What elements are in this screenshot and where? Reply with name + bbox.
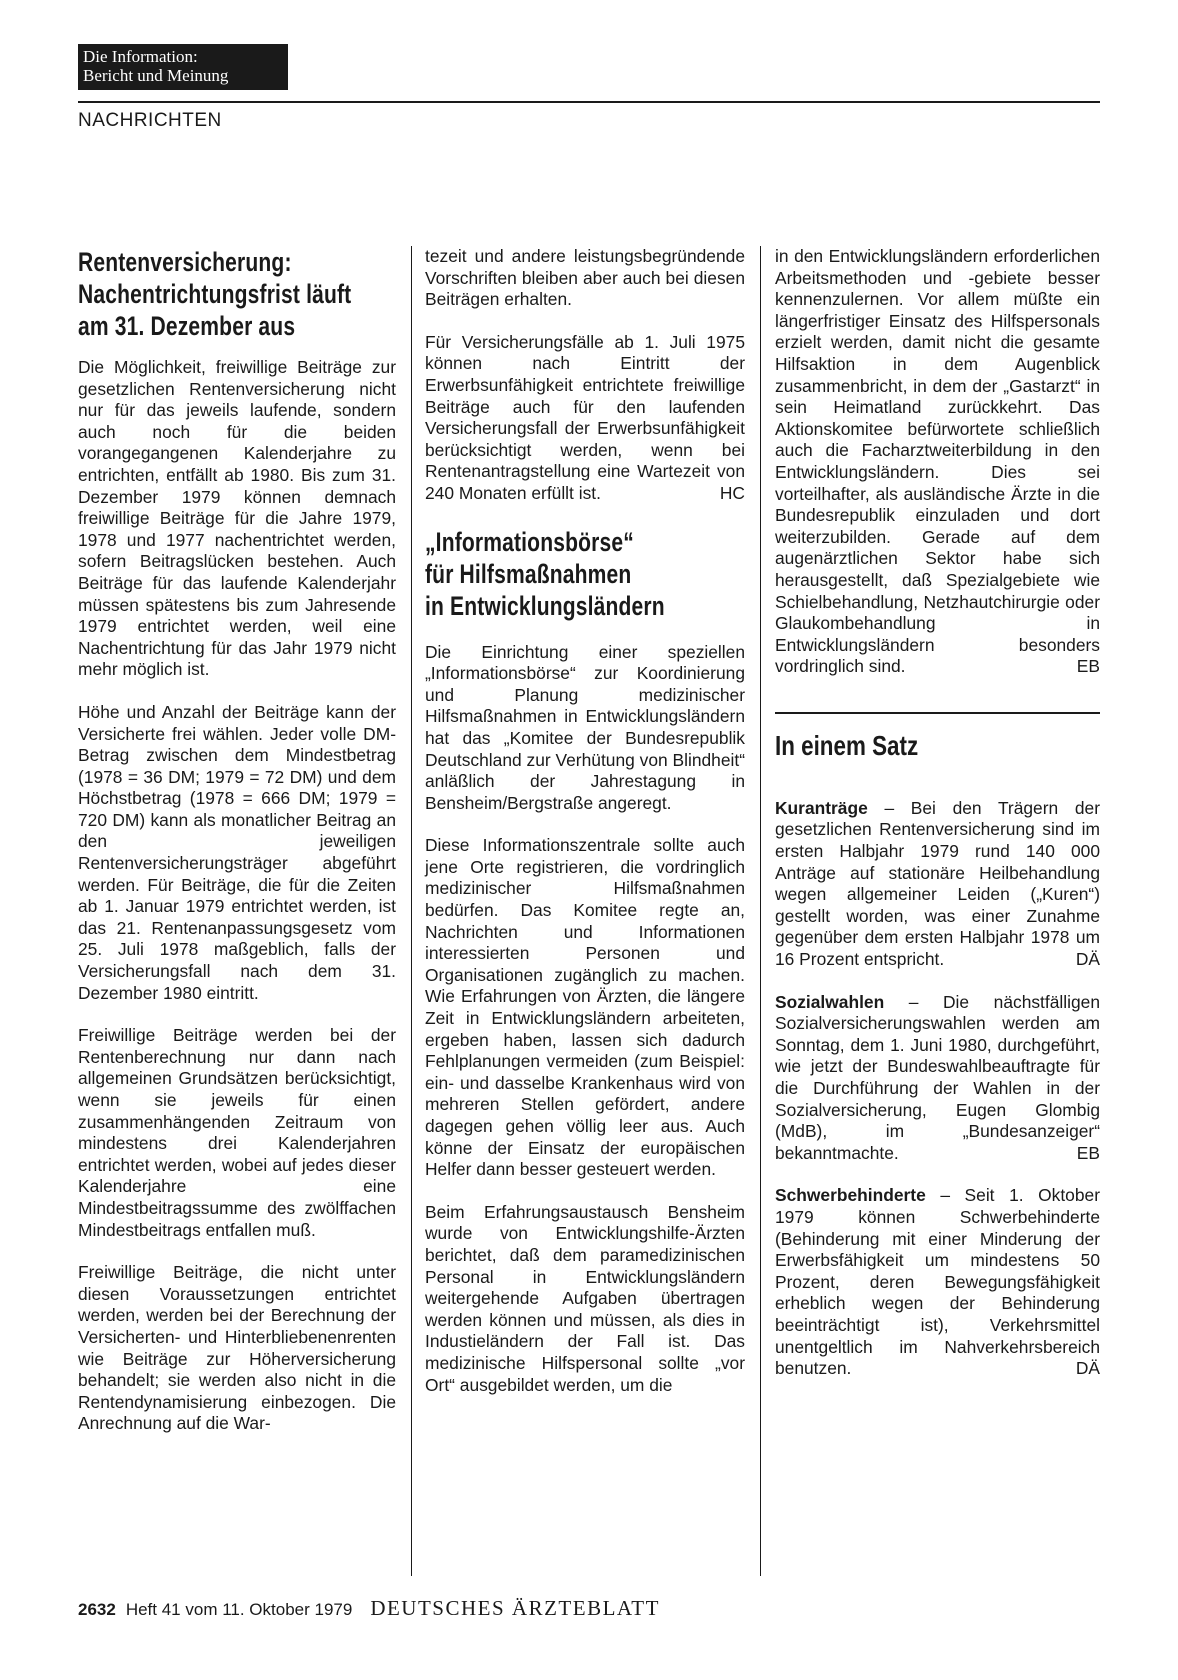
- article-1-paragraph: Höhe und Anzahl der Beiträge kann der Versicherte frei wählen. Jeder volle DM-Betrag zwischen dem Mindestbetrag (1978 = 36 DM; 1979 = 72 DM) und dem Höchstbetrag (1978 = 666 DM; 1979 = 720 DM) kann als monatlicher Beitrag an den jeweiligen Rentenversicherungsträger abgeführt werden. Für Beiträge, die für die Zeiten ab 1. Januar 1979 entrichtet werden, ist das 21. Rentenanpassungsgesetz vom 25. Juli 1978 maßgeblich, falls der Versicherungsfall nach dem 31. Dezember 1980 eintritt.: [78, 701, 396, 1003]
- headline-line: für Hilfsmaßnahmen: [425, 558, 632, 589]
- satz-item: [775, 798, 1100, 971]
- satz-item-text: – Die nächstfälligen Sozialversicherungswahlen werden am Sonntag, dem 1. Juni 1980, durchgeführt, wie jetzt der Bundeswahlbeauftragte für die Durchführung der Wahlen in der Sozialversicherung, Eugen Glombig (MdB), im „Bundesanzeiger“ bekanntmachte.: [775, 991, 1100, 1163]
- satz-item: [775, 1185, 1100, 1379]
- author-signature: EB: [1076, 656, 1100, 677]
- article-1-paragraph-last: [425, 332, 745, 505]
- article-2-paragraph: Beim Erfahrungsaustausch Bensheim wurde von Entwicklungshilfe-Ärzten berichtet, daß dem paramedizinischen Personal in Entwicklungsländern weitergehende Aufgaben übertragen werden können und müssen, als dies in Industieländern der Fall ist. Das medizinische Hilfspersonal sollte „vor Ort“ ausgebildet werden, um die: [425, 1201, 745, 1395]
- author-signature: HC: [719, 482, 745, 503]
- column-1: [78, 246, 396, 1583]
- headline-line: in Entwicklungsländern: [425, 590, 665, 621]
- paragraph-text: in den Entwicklungsländern erforderlichen Arbeitsmethoden und -gebiete besser kennenzulernen. Vor allem müßte ein längerfristiger Einsatz des Hilfspersonals erzielt werden, damit nicht die gesamte Hilfsaktion in dem Augenblick zusammenbricht, in dem der „Gastarzt“ in sein Heimatland zurückkehrt. Das Aktionskomitee befürwortete schließlich auch die Facharztweiterbildung in den Entwicklungsländern. Dies sei vorteilhafter, als ausländische Ärzte in die Bundesrepublik einzuladen und dort weiterzubilden. Gerade auf dem augenärztlichen Sektor habe sich herausgestellt, daß Spezialgebiete wie Schielbehandlung, Netzhautchirurgie oder Glaukombehandlung in Entwicklungsländern besonders vordringlich sind.: [775, 246, 1100, 677]
- headline-line: „Informationsbörse“: [425, 526, 634, 557]
- journal-name: DEUTSCHES ÄRZTEBLATT: [370, 1596, 660, 1620]
- column-2: [425, 246, 745, 1417]
- article-1-paragraph: Freiwillige Beiträge werden bei der Rentenberechnung nur dann nach allgemeinen Grundsätzen berücksichtigt, wenn sie jeweils für einen zusammenhängenden Zeitraum von mindestens drei Kalenderjahren entrichtet werden, wobei auf jedes dieser Kalenderjahre eine Mindestbeitragssumme des zwölffachen Mindestbeitrags entfallen muß.: [78, 1025, 396, 1240]
- satz-item-lead: Schwerbehinderte: [775, 1185, 926, 1206]
- paragraph-text: Für Versicherungsfälle ab 1. Juli 1975 können nach Eintritt der Erwerbsunfähigkeit entrichtete freiwillige Beiträge auch für den laufenden Versicherungsfall der Erwerbsunfähigkeit berücksichtigt werden, wenn bei Rentenantragstellung eine Wartezeit von 240 Monaten erfüllt ist.: [425, 331, 745, 503]
- author-signature: DÄ: [1075, 1358, 1100, 1379]
- article-1-paragraph: Die Möglichkeit, freiwillige Beiträge zur gesetzlichen Rentenversicherung nicht nur für das jeweils laufende, sondern auch noch für die beiden vorangegangenen Kalenderjahre zu entrichten, entfällt ab 1980. Bis zum 31. Dezember 1979 können demnach freiwillige Beiträge für die Jahre 1979, 1978 und 1977 nachentrichtet werden, sofern Beitragslücken bestehen. Auch Beiträge für das laufende Kalenderjahr müssen spätestens bis zum Jahresende 1979 entrichtet werden, weil eine Nachentrichtung für das Jahr 1979 nicht mehr möglich ist.: [78, 357, 396, 680]
- satz-item-lead: Kuranträge: [775, 797, 868, 818]
- section-label: NACHRICHTEN: [78, 110, 222, 131]
- section-rule: [775, 712, 1100, 714]
- satz-item-text: – Bei den Trägern der gesetzlichen Rentenversicherung sind im ersten Halbjahr 1979 rund 140 000 Anträge auf stationäre Heilbehandlung wegen allgemeiner Leiden („Kuren“) gestellt worden, was einer Zunahme gegenüber dem ersten Halbjahr 1978 um 16 Prozent entspricht.: [775, 797, 1100, 970]
- masthead-line-2: Bericht und Meinung: [83, 66, 229, 85]
- article-2-paragraph: Diese Informationszentrale sollte auch jene Orte registrieren, die vordringlich medizinischer Hilfsmaßnahmen bedürfen. Das Komitee regte an, Nachrichten und Informationen interessierten Personen und Organisationen zugänglich zu machen. Wie Erfahrungen von Ärzten, die längere Zeit in Entwicklungsländern arbeiteten, ergeben haben, lassen sich dadurch Fehlplanungen vermeiden (zum Beispiel: ein- und dasselbe Krankenhaus wird von mehreren Stellen gefördert, andere dagegen gehen völlig leer aus. Auch könne der Einsatz der europäischen Helfer dann besser gesteuert werden.: [425, 835, 745, 1180]
- headline-line: Nachentrichtungsfrist läuft: [78, 279, 352, 309]
- column-3: [775, 246, 1100, 1401]
- masthead-line-1: Die Information:: [83, 47, 198, 66]
- top-rule: [78, 101, 1100, 103]
- page-number: 2632: [78, 1600, 116, 1619]
- page-footer: [78, 1596, 1100, 1622]
- author-signature: DÄ: [1075, 949, 1100, 970]
- article-2-paragraph: Die Einrichtung einer speziellen „Informationsbörse“ zur Koordinierung und Planung medizinischer Hilfsmaßnahmen in Entwicklungsländern hat das „Komitee der Bundesrepublik Deutschland zur Verhütung von Blindheit“ anläßlich der Jahrestagung in Bensheim/Bergstraße angeregt.: [425, 641, 745, 813]
- column-divider-2: [760, 246, 761, 1576]
- column-divider-1: [411, 246, 412, 1576]
- author-signature: EB: [1076, 1142, 1100, 1163]
- headline-line: Rentenversicherung:: [78, 247, 292, 277]
- article-2-headline: [425, 526, 744, 634]
- article-1-paragraph: Freiwillige Beiträge, die nicht unter diesen Voraussetzungen entrichtet werden, werden bei der Berechnung der Versicherten- und Hinterbliebenenrenten wie Beiträge zur Höherversicherung behandelt; sie werden also nicht in die Rentendynamisierung einbezogen. Die Anrechnung auf die War-: [78, 1262, 396, 1434]
- article-1-paragraph: tezeit und andere leistungsbegründende Vorschriften bleiben aber auch bei diesen Beiträgen erhalten.: [425, 246, 745, 310]
- satz-section-title: In einem Satz: [775, 729, 919, 761]
- headline-line: am 31. Dezember aus: [78, 311, 296, 341]
- satz-item-text: – Seit 1. Oktober 1979 können Schwerbehinderte (Behinderung mit einer Minderung der Erwerbsfähigkeit um mindestens 50 Prozent, deren Bewegungsfähigkeit erheblich wegen der Behinderung beeinträchtigt ist), Verkehrsmittel unentgeltlich im Nahverkehrsbereich benutzen.: [775, 1185, 1100, 1379]
- masthead: [78, 44, 288, 90]
- article-2-paragraph-last: [775, 246, 1100, 678]
- satz-item-lead: Sozialwahlen: [775, 991, 885, 1012]
- satz-item: [775, 992, 1100, 1165]
- issue-info: Heft 41 vom 11. Oktober 1979: [125, 1600, 353, 1619]
- article-1-headline: [78, 246, 395, 349]
